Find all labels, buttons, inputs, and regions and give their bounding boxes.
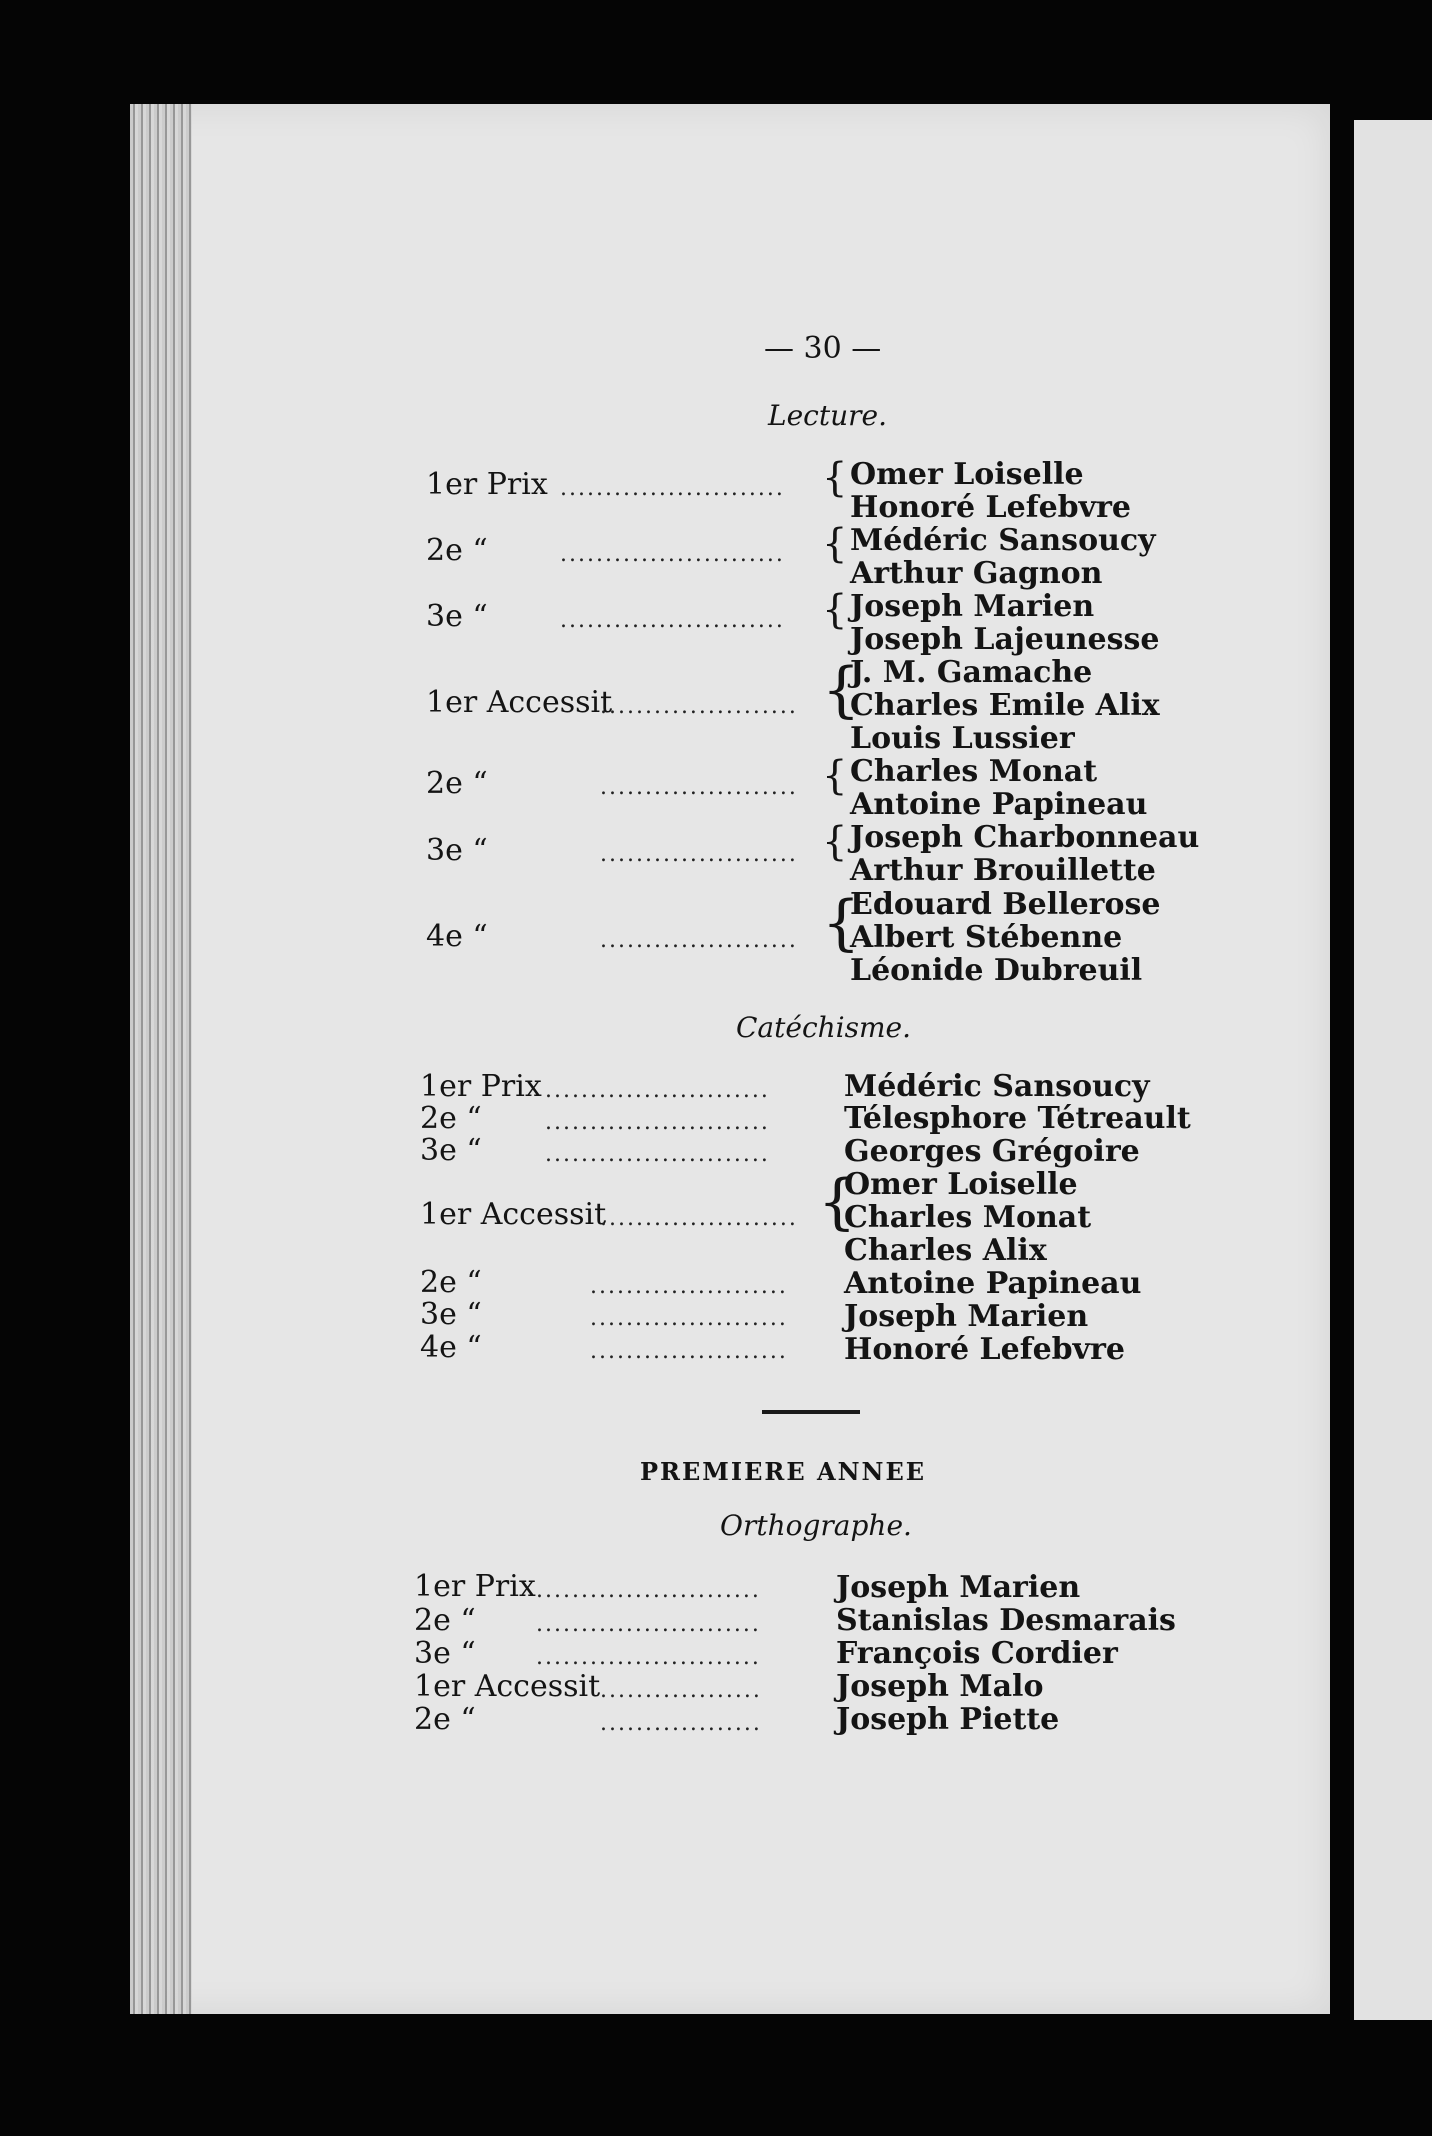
student-name: Joseph Marien [844,1299,1089,1334]
student-name: Omer Loiselle [844,1167,1078,1202]
award-label: 1er Prix [414,1569,536,1604]
dot-leader: ......................... [545,1142,770,1167]
dot-leader: .................. [600,1678,762,1703]
dot-leader: ......................... [545,1078,770,1103]
facing-page-edge [1354,120,1432,2020]
award-label: 2e “ [426,533,488,568]
student-name: Charles Monat [844,1200,1092,1235]
award-label: 1er Accessit [420,1197,607,1232]
brace: { [822,587,848,633]
section-divider [762,1410,860,1414]
dot-leader: ...................... [600,694,798,719]
student-name: Antoine Papineau [850,787,1148,822]
dot-leader: ......................... [560,608,785,633]
brace: { [818,1167,857,1237]
dot-leader: ......................... [560,476,785,501]
page-number: — 30 — [764,331,882,366]
dot-leader: .................. [600,1711,762,1736]
brace: { [822,819,848,865]
student-name: Honoré Lefebvre [844,1332,1125,1367]
student-name: Antoine Papineau [844,1266,1142,1301]
student-name: Edouard Bellerose [850,887,1161,922]
award-label: 1er Prix [420,1069,542,1104]
student-name: Louis Lussier [850,721,1075,756]
brace: { [822,521,848,567]
award-label: 2e “ [426,766,488,801]
student-name: Charles Alix [844,1233,1047,1268]
dot-leader: ......................... [536,1645,761,1670]
dot-leader: ......................... [560,542,785,567]
dot-leader: ...................... [600,842,798,867]
student-name: Albert Stébenne [850,920,1123,955]
student-name: J. M. Gamache [850,655,1093,690]
year-heading: PREMIERE ANNEE [640,1457,927,1486]
dot-leader: ...................... [600,1206,798,1231]
student-name: Stanislas Desmarais [836,1603,1176,1638]
student-name: Honoré Lefebvre [850,490,1131,525]
student-name: Omer Loiselle [850,457,1084,492]
award-label: 3e “ [420,1297,482,1332]
award-label: 2e “ [414,1702,476,1737]
brace: { [822,753,848,799]
student-name: François Cordier [836,1636,1118,1671]
award-label: 4e “ [426,919,488,954]
student-name: Joseph Piette [836,1702,1060,1737]
student-name: Charles Emile Alix [850,688,1160,723]
section-title-catechisme: Catéchisme. [736,1011,911,1044]
student-name: Joseph Lajeunesse [850,622,1160,657]
dot-leader: ......................... [536,1612,761,1637]
award-label: 1er Accessit [426,685,613,720]
award-label: 3e “ [426,833,488,868]
award-label: 3e “ [426,599,488,634]
student-name: Télesphore Tétreault [844,1101,1191,1136]
award-label: 2e “ [420,1265,482,1300]
dot-leader: ......................... [545,1110,770,1135]
student-name: Arthur Gagnon [850,556,1103,591]
student-name: Charles Monat [850,754,1098,789]
dot-leader: ...................... [590,1339,788,1364]
student-name: Médéric Sansoucy [844,1069,1150,1104]
student-name: Joseph Malo [836,1669,1044,1704]
award-label: 1er Prix [426,467,548,502]
page-binding [130,104,192,2014]
award-label: 2e “ [414,1603,476,1638]
brace: { [822,455,848,501]
award-label: 4e “ [420,1330,482,1365]
student-name: Arthur Brouillette [850,853,1156,888]
student-name: Georges Grégoire [844,1134,1140,1169]
dot-leader: ...................... [590,1274,788,1299]
student-name: Médéric Sansoucy [850,523,1156,558]
brace: { [822,655,861,725]
dot-leader: ......................... [536,1578,761,1603]
brace: { [822,888,861,958]
award-label: 2e “ [420,1101,482,1136]
award-label: 3e “ [414,1636,476,1671]
student-name: Joseph Marien [836,1570,1081,1605]
section-title-lecture: Lecture. [768,399,887,432]
student-name: Joseph Marien [850,589,1095,624]
award-label: 3e “ [420,1133,482,1168]
student-name: Léonide Dubreuil [850,953,1143,988]
student-name: Joseph Charbonneau [850,820,1200,855]
award-label: 1er Accessit [414,1669,601,1704]
section-title-orthographe: Orthographe. [720,1509,912,1542]
dot-leader: ...................... [600,775,798,800]
dot-leader: ...................... [600,928,798,953]
dot-leader: ...................... [590,1306,788,1331]
